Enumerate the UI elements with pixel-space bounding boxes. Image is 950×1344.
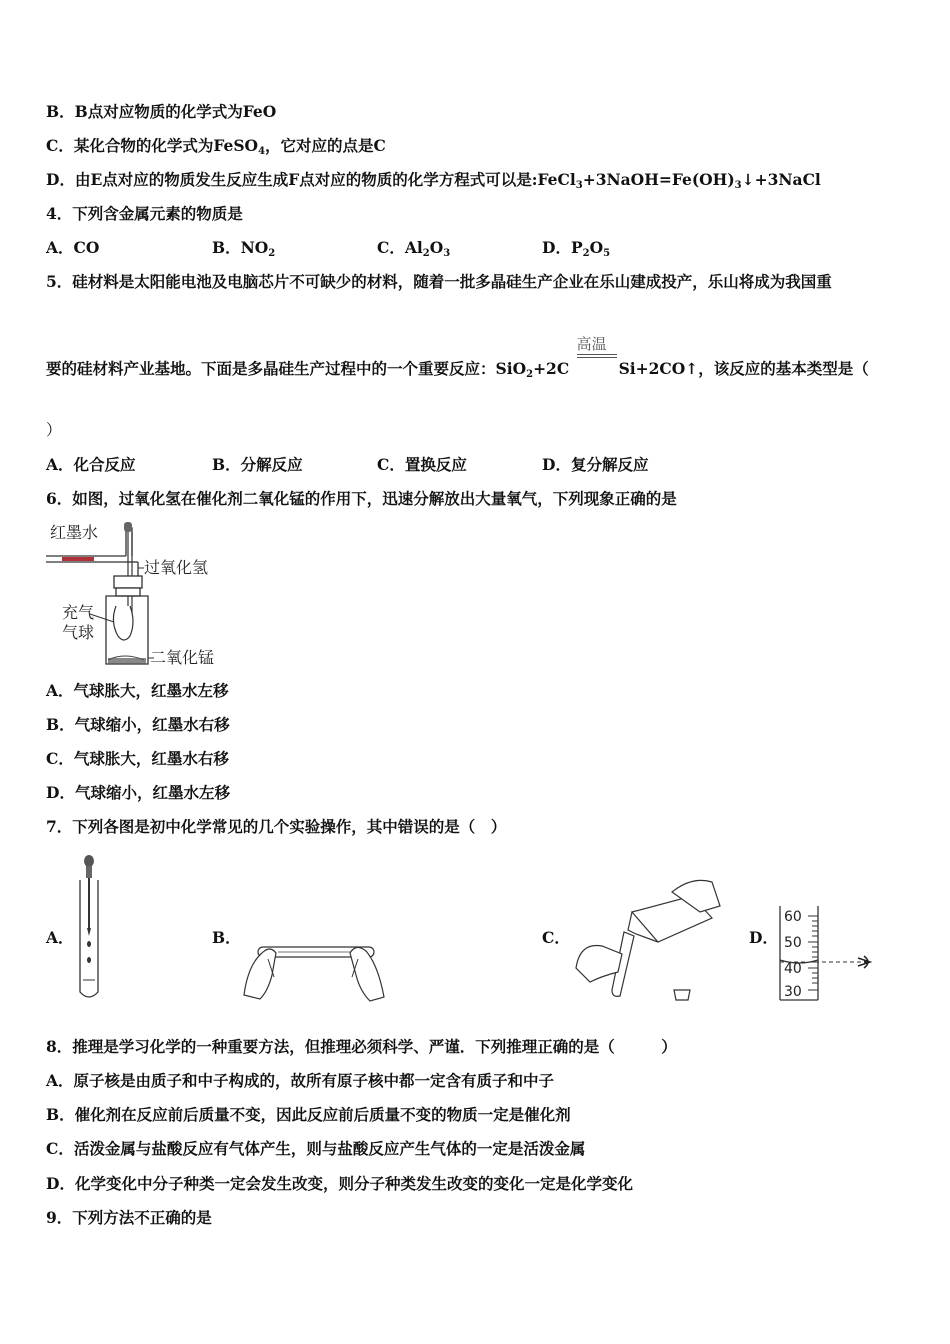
q5-stem-line2: 要的硅材料产业基地。下面是多晶硅生产过程中的一个重要反应：SiO$_2$+2C 高温 Si+2CO↑，该反应的基本类型是（ xyxy=(46,335,869,380)
q3-option-c: C．某化合物的化学式为FeSO$_4$，它对应的点是C xyxy=(46,136,386,157)
q6-option-b: B．气球缩小，红墨水右移 xyxy=(46,715,230,734)
q8-option-c: C．活泼金属与盐酸反应有气体产生，则与盐酸反应产生气体的一定是活泼金属 xyxy=(46,1139,586,1158)
q5-stem-line1: 5．硅材料是太阳能电池及电脑芯片不可缺少的材料，随着一批多晶硅生产企业在乐山建成投产，乐山将成为我国重 xyxy=(46,272,832,291)
label-balloon-line2: 气球 xyxy=(62,623,95,642)
q4-option-c: C．$Al_2O_3$ xyxy=(377,238,451,259)
dropper-bulb xyxy=(124,522,132,532)
q7-stem: 7．下列各图是初中化学常见的几个实验操作，其中错误的是（ ） xyxy=(46,817,507,836)
q6-stem: 6．如图，过氧化氢在催化剂二氧化锰的作用下，迅速分解放出大量氧气，下列现象正确的是 xyxy=(46,489,677,508)
q6-option-a: A．气球胀大，红墨水左移 xyxy=(46,681,229,700)
tick-label-40: 40 xyxy=(784,961,802,977)
q8-option-a: A．原子核是由质子和中子构成的，故所有原子核中都一定含有质子和中子 xyxy=(46,1071,555,1090)
q8-stem: 8．推理是学习化学的一种重要方法，但推理必须科学、严谨．下列推理正确的是（ ） xyxy=(46,1037,677,1056)
mno2-powder xyxy=(108,658,146,664)
q5-option-b: B．分解反应 xyxy=(212,455,303,474)
q4-option-b: B．$NO_2$ xyxy=(212,238,276,259)
test-tube-holding-figure xyxy=(238,925,390,1005)
tick-label-60: 60 xyxy=(784,909,802,925)
label-red-ink: 红墨水 xyxy=(50,523,99,542)
label-balloon-line1: 充气 xyxy=(62,603,95,622)
q6-option-d: D．气球缩小，红墨水左移 xyxy=(46,783,230,802)
q7-option-d: D． xyxy=(749,928,778,947)
q3-option-d: D．由E点对应的物质发生反应生成F点对应的物质的化学方程式可以是$:FeCl_3+3NaOH=Fe(OH)_3↓+3NaCl$ xyxy=(46,170,821,191)
q5-option-d: D．复分解反应 xyxy=(542,455,649,474)
tick-label-30: 30 xyxy=(784,984,802,1000)
tick-label-50: 50 xyxy=(784,935,802,951)
q7-option-b: B． xyxy=(212,928,241,947)
q8-option-d: D．化学变化中分子种类一定会发生改变，则分子种类发生改变的变化一定是化学变化 xyxy=(46,1174,633,1193)
red-ink-drop xyxy=(62,557,94,561)
q5-option-a: A．化合反应 xyxy=(46,455,136,474)
q4-stem: 4．下列含金属元素的物质是 xyxy=(46,204,243,223)
balloon xyxy=(113,606,133,640)
q5-option-c: C．置换反应 xyxy=(377,455,467,474)
q7-option-a: A． xyxy=(46,928,74,947)
dropper-in-test-tube-figure xyxy=(72,852,106,1004)
pouring-liquid-figure xyxy=(572,872,722,1006)
label-h2o2: 过氧化氢 xyxy=(144,558,209,577)
q4-option-d: D．$P_2O_5$ xyxy=(542,238,611,259)
q5-close-paren: ） xyxy=(46,421,62,439)
q6-option-c: C．气球胀大，红墨水右移 xyxy=(46,749,229,768)
reaction-condition-arrow xyxy=(575,335,619,380)
q7-option-c: C． xyxy=(542,928,570,947)
q8-option-b: B．催化剂在反应前后质量不变，因此反应前后质量不变的物质一定是催化剂 xyxy=(46,1105,571,1124)
q9-stem: 9．下列方法不正确的是 xyxy=(46,1208,212,1227)
graduated-cylinder-reading-figure xyxy=(772,900,882,1008)
condition-label: 高温 xyxy=(576,335,607,353)
q4-option-a: A．CO xyxy=(46,238,100,257)
q3-option-b: B．B点对应物质的化学式为FeO xyxy=(46,102,277,121)
h2o2-apparatus-figure xyxy=(44,518,234,670)
label-mno2: 二氧化锰 xyxy=(150,648,215,667)
